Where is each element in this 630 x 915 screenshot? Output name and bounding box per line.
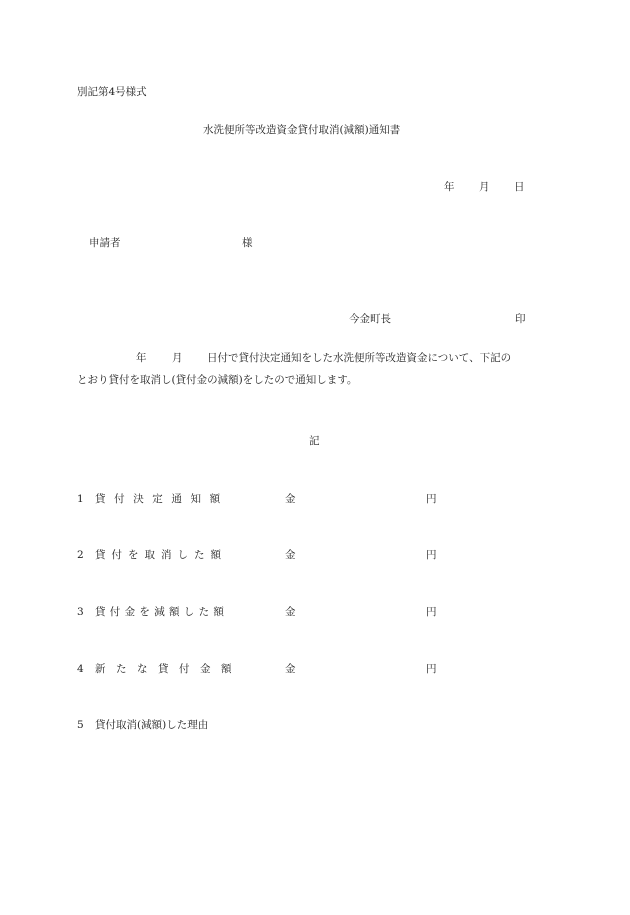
- item-label: 貸付金を減額した額: [95, 606, 229, 618]
- item-number: 1: [77, 493, 84, 505]
- body-line-1: 日付で貸付決定通知をした水洗便所等改造資金について、下記の: [207, 352, 512, 364]
- ki-heading: 記: [309, 435, 320, 447]
- form-number: 別記第4号様式: [77, 86, 147, 98]
- item-label: 貸付を取消した額: [95, 549, 227, 561]
- currency-prefix: 金: [285, 493, 296, 505]
- currency-prefix: 金: [285, 606, 296, 618]
- currency-prefix: 金: [285, 549, 296, 561]
- item-label: 貸付決定通知額: [95, 493, 229, 505]
- yen-unit: 円: [426, 493, 437, 505]
- date-day-label: 日: [514, 181, 525, 193]
- item-number: 3: [77, 606, 84, 618]
- yen-unit: 円: [426, 663, 437, 675]
- reason-label: 貸付取消(減額)した理由: [95, 719, 209, 731]
- issuer-name: 今金町長: [349, 313, 391, 325]
- applicant-honorific: 様: [242, 237, 253, 249]
- body-month-label: 月: [172, 352, 183, 364]
- yen-unit: 円: [426, 606, 437, 618]
- body-line-2: とおり貸付を取消し(貸付金の減額)をしたので通知します。: [77, 374, 358, 386]
- item-number: 4: [77, 663, 84, 675]
- yen-unit: 円: [426, 549, 437, 561]
- item-label: 新たな貸付金額: [95, 663, 242, 675]
- document-title: 水洗便所等改造資金貸付取消(減額)通知書: [203, 124, 401, 136]
- applicant-label: 申請者: [89, 237, 121, 249]
- item-number: 2: [77, 549, 84, 561]
- date-month-label: 月: [479, 181, 490, 193]
- seal-mark: 印: [515, 313, 526, 325]
- date-year-label: 年: [444, 181, 455, 193]
- body-year-label: 年: [136, 352, 147, 364]
- currency-prefix: 金: [285, 663, 296, 675]
- reason-number: 5: [77, 719, 84, 731]
